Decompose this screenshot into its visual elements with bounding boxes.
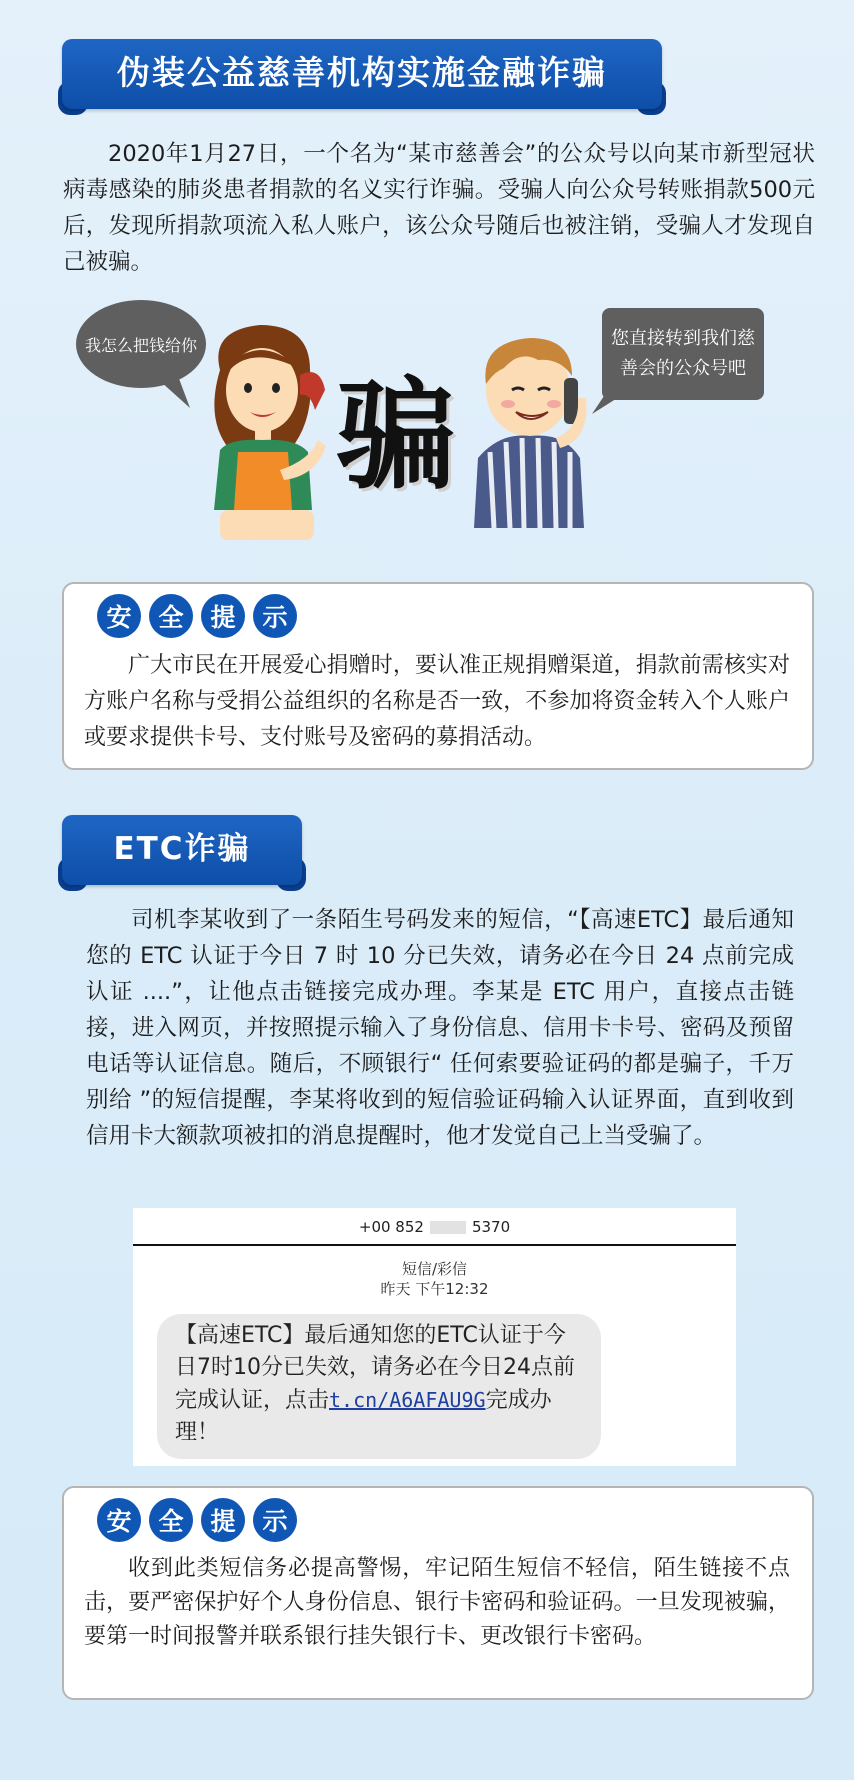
section2-title: ETC诈骗 <box>113 831 251 867</box>
safety-tip-header <box>97 594 297 638</box>
tip-char-quan: 全 <box>149 594 193 638</box>
sms-screenshot <box>133 1208 736 1466</box>
man-figure <box>460 328 600 528</box>
tip-char-shi: 示 <box>253 594 297 638</box>
section1-safety-tip <box>62 582 814 770</box>
sms-message-tail: 完成办理！ <box>175 1388 552 1445</box>
woman-figure <box>200 320 350 550</box>
tip-char-an: 安 <box>97 594 141 638</box>
man-bubble-text: 您直接转到我们慈善会的公众号吧 <box>611 328 755 379</box>
fraud-illustration <box>0 290 854 550</box>
sms-sender-number <box>133 1218 736 1236</box>
section1-paragraph: 2020年1月27日，一个名为“某市慈善会”的公众号以向某市新型冠状病毒感染的肺炎患者捐款的名义实行诈骗。受骗人向公众号转账捐款500元后，发现所捐款项流入私人账户，该公众号随后也被注销，受骗人才发现自己被骗。 <box>63 141 815 275</box>
woman-bubble-text: 我怎么把钱给你 <box>84 335 197 355</box>
man-speech-bubble <box>602 308 764 400</box>
sms-number-prefix: +00 852 <box>358 1218 424 1236</box>
man-bubble-tail <box>590 390 640 420</box>
fraud-character: 骗 <box>336 365 456 506</box>
tip-char-ti: 提 <box>201 1498 245 1542</box>
section2-tip-text: 收到此类短信务必提高警惕，牢记陌生短信不轻信，陌生链接不点击，要严密保护好个人身份信息、银行卡密码和验证码。一旦发现被骗，要第一时间报警并联系银行挂失银行卡、更改银行卡密码。 <box>84 1556 790 1649</box>
sms-header-divider <box>133 1244 736 1246</box>
tip-char-shi: 示 <box>253 1498 297 1542</box>
sms-number-suffix: 5370 <box>471 1218 511 1236</box>
sms-message-bubble <box>157 1314 601 1459</box>
section2-banner <box>62 815 302 885</box>
redacted-digits <box>430 1221 466 1234</box>
section1-banner <box>62 39 662 109</box>
section2-paragraph: 司机李某收到了一条陌生号码发来的短信，“【高速ETC】最后通知您的 ETC 认证于今日 7 时 10 分已失效，请务必在今日 24 点前完成认证 ....”，让他点击链接完成办理。李某是 ETC 用户，直接点击链接，进入网页，并按照提示输入了身份信息、信用卡卡号、密码及预留电话等认证信息。随后，不顾银行“ 任何索要验证码的都是骗子，千万别给 ”的短信提醒，李某将收到的短信验证码输入认证界面，直到收到信用卡大额款项被扣的消息提醒时，他才发觉自己上当受骗了。 <box>86 907 794 1149</box>
section2-safety-tip <box>62 1486 814 1700</box>
woman-bubble-tail <box>150 372 200 412</box>
tip-char-an: 安 <box>97 1498 141 1542</box>
section1-tip-text: 广大市民在开展爱心捐赠时，要认准正规捐赠渠道，捐款前需核实对方账户名称与受捐公益组织的名称是否一致，不参加将资金转入个人账户或要求提供卡号、支付账号及密码的募捐活动。 <box>84 653 790 750</box>
sms-phishing-link[interactable]: t.cn/A6AFAU9G <box>329 1388 486 1412</box>
sms-time: 昨天 下午12:32 <box>380 1280 489 1298</box>
safety-tip-header <box>97 1498 297 1542</box>
sms-message-text: 【高速ETC】最后通知您的ETC认证于今日7时10分已失效，请务必在今日24点前完成认证，点击 <box>175 1323 575 1413</box>
tip-char-ti: 提 <box>201 594 245 638</box>
section1-title: 伪装公益慈善机构实施金融诈骗 <box>117 53 607 92</box>
tip-char-quan: 全 <box>149 1498 193 1542</box>
sms-type: 短信/彩信 <box>401 1260 468 1278</box>
